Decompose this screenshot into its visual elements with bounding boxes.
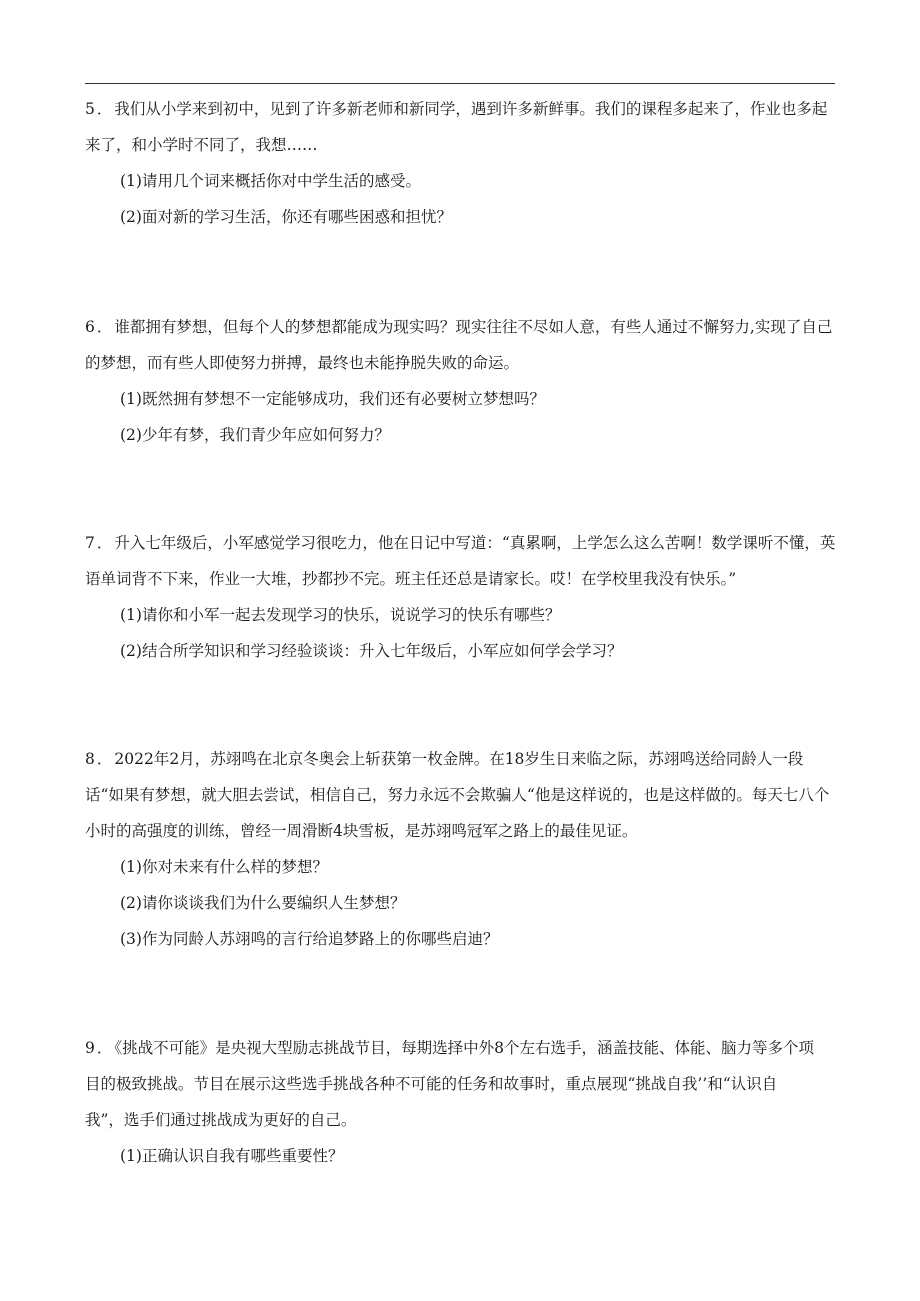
question-7 [85, 525, 837, 669]
question-text-line: 目的极致挑战。节目在展示这些选手挑战各种不可能的任务和故事时，重点展现“挑战自我’’和“认识自 [85, 1075, 778, 1093]
sub-question: (1)你对未来有什么样的梦想？ [120, 858, 328, 876]
question-separator: ． [96, 750, 113, 768]
question-number: 6 [85, 318, 95, 336]
question-text: 我们从小学来到初中，见到了许多新老师和新同学，遇到许多新鲜事。我们的课程多起来了，作业也多起来了，和小学时不同了，我想…… [85, 100, 828, 154]
question-stem [85, 91, 837, 163]
question-stem [85, 1030, 837, 1138]
sub-question: (1)既然拥有梦想不一定能够成功，我们还有必要树立梦想吗？ [120, 390, 545, 408]
sub-question: (3)作为同龄人苏翊鸣的言行给追梦路上的你哪些启迪？ [120, 930, 499, 948]
sub-question: (1)请你和小军一起去发现学习的快乐，说说学习的快乐有哪些？ [120, 606, 561, 624]
question-number: 8 [85, 750, 95, 768]
question-number: 9 [85, 1039, 95, 1057]
question-stem [85, 309, 837, 381]
question-separator: ． [96, 1039, 113, 1057]
sub-question: (2)结合所学知识和学习经验谈谈：升入七年级后，小军应如何学会学习？ [120, 642, 623, 660]
question-text-line: 《挑战不可能》是央视大型励志挑战节目，每期选择中外8个左右选手，涵盖技能、体能、脑力等多个项 [114, 1039, 815, 1057]
question-text-line: 我”，选手们通过挑战成为更好的自己。 [85, 1111, 357, 1129]
question-8 [85, 741, 837, 957]
question-separator: ． [96, 534, 113, 552]
question-stem [85, 525, 837, 597]
sub-question: (2)少年有梦，我们青少年应如何努力？ [120, 426, 390, 444]
question-number: 5 [85, 100, 95, 118]
question-text: 升入七年级后，小军感觉学习很吃力，他在日记中写道：“真累啊，上学怎么这么苦啊！数学课听不懂，英语单词背不下来，作业一大堆，抄都抄不完。班主任还总是请家长。哎！在学校里我没有快乐。” [85, 534, 836, 588]
question-6 [85, 309, 837, 453]
sub-question: (2)面对新的学习生活，你还有哪些困惑和担忧？ [120, 208, 452, 226]
question-9 [85, 1030, 837, 1174]
question-5 [85, 91, 837, 235]
sub-question: (1)请用几个词来概括你对中学生活的感受。 [120, 172, 421, 190]
question-text: 谁都拥有梦想，但每个人的梦想都能成为现实吗？现实往往不尽如人意，有些人通过不懈努力,实现了自己的梦想，而有些人即使努力拼搏，最终也未能挣脱失败的命运。 [85, 318, 833, 372]
question-separator: ． [96, 100, 113, 118]
question-number: 7 [85, 534, 95, 552]
question-stem [85, 741, 837, 849]
question-text: 2022年2月，苏翊鸣在北京冬奥会上斩获第一枚金牌。在18岁生日来临之际，苏翊鸣送给同龄人一段话“如果有梦想，就大胆去尝试，相信自己，努力永远不会欺骗人“他是这样说的，也是这样做的。每天七八个小时的高强度的训练，曾经一周滑断4块雪板，是苏翊鸣冠军之路上的最佳见证。 [85, 750, 830, 840]
question-separator: ． [96, 318, 113, 336]
sub-question: (1)正确认识自我有哪些重要性？ [120, 1147, 344, 1165]
header-rule [85, 83, 835, 84]
sub-question: (2)请你谈谈我们为什么要编织人生梦想？ [120, 894, 406, 912]
